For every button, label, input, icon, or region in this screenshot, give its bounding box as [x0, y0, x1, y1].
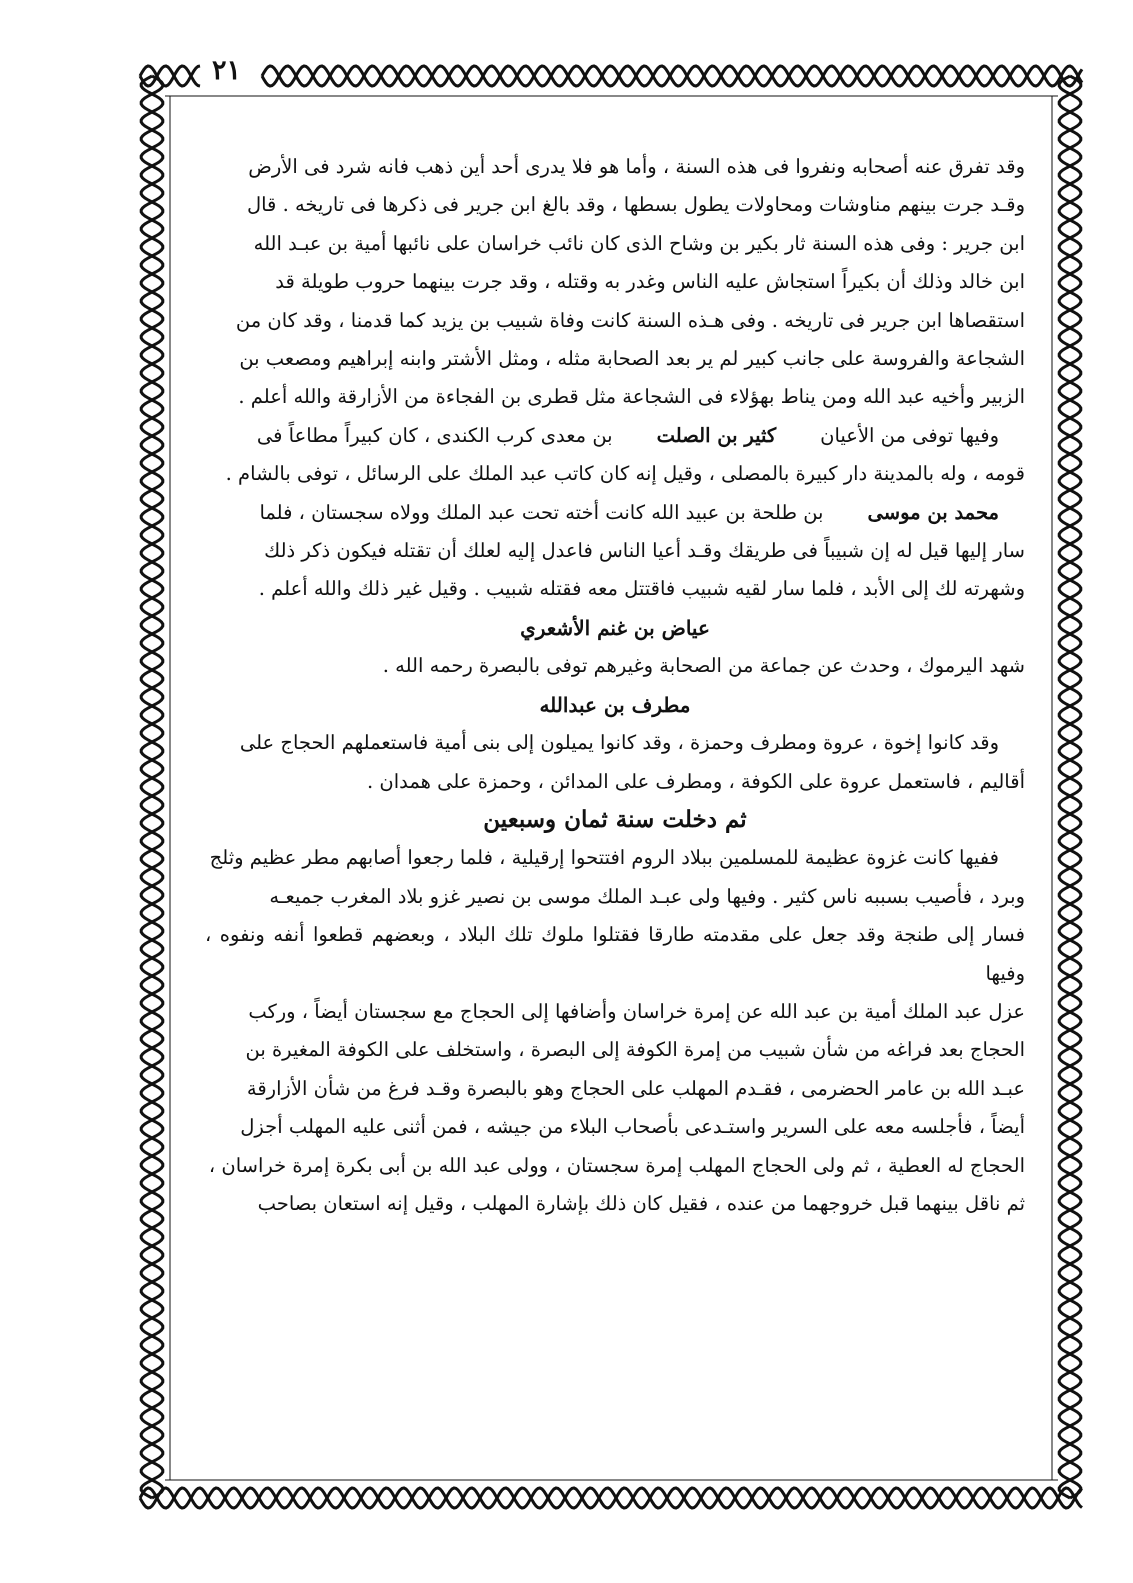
text-line: فسار إلى طنجة وقد جعل على مقدمته طارقا فقتلوا ملوك تلك البلاد ، وبعضهم قطعوا أنفه ونفوه ، وفيها	[205, 923, 1025, 985]
page-number: ٢١	[212, 55, 242, 86]
text-line: ثم ناقل بينهما قبل خروجهما من عنده ، فقيل كان ذلك بإشارة المهلب ، وقيل إنه استعان بصاحب	[257, 1191, 1025, 1215]
text-line: وشهرته لك إلى الأبد ، فلما سار لقيه شبيب فاقتتل معه فقتله شبيب . وقيل غير ذلك والله أعلم .	[258, 577, 1025, 601]
text-line: قومه ، وله بالمدينة دار كبيرة بالمصلى ، وقيل إنه كان كاتب عبد الملك على الرسائل ، توفى بالشام .	[225, 462, 1025, 486]
paragraph	[205, 839, 1025, 1223]
text-line: عزل عبد الملك أمية بن عبد الله عن إمرة خراسان وأضافها إلى الحجاج مع سجستان أيضاً ، وركب	[248, 999, 1025, 1023]
entry-suffix: بن معدى كرب الكندى ، كان كبيراً مطاعاً فى	[256, 423, 613, 447]
text-line: وقـد جرت بينهم مناوشات ومحاولات يطول بسطها ، وقد بالغ ابن جرير فى ذكرها فى تاريخه . قال	[246, 193, 1025, 217]
paragraph	[205, 148, 1025, 417]
year-heading: ثم دخلت سنة ثمان وسبعين	[483, 805, 747, 833]
text-line: الزبير وأخيه عبد الله ومن يناط بهؤلاء فى الشجاعة مثل قطرى بن الفجاءة من الأزارقة والله أعلم .	[238, 385, 1025, 409]
person-name: كثير بن الصلت	[656, 423, 777, 447]
entry-prefix: وفيها توفى من الأعيان	[820, 423, 999, 447]
text-line: استقصاها ابن جرير فى تاريخه . وفى هـذه السنة كانت وفاة شبيب بن يزيد كما قدمنا ، وقد كان من	[235, 308, 1025, 332]
text-line: وقد كانوا إخوة ، عروة ومطرف وحمزة ، وقد كانوا يميلون إلى بنى أمية فاستعملهم الحجاج على	[239, 731, 999, 755]
text-line: وقد تفرق عنه أصحابه ونفروا فى هذه السنة ، وأما هو فلا يدرى أحد أين ذهب فانه شرد فى الأرض	[248, 155, 1025, 178]
text-line: عبـد الله بن عامر الحضرمى ، فقـدم المهلب على الحجاج وهو بالبصرة وقـد فرغ من شأن الأزارقة	[246, 1076, 1025, 1100]
text-line: الشجاعة والفروسة على جانب كبير لم ير بعد الصحابة مثله ، ومثل الأشتر وابنه إبراهيم ومصعب بن	[239, 347, 1025, 371]
text-line: الحجاج له العطية ، ثم ولى الحجاج المهلب إمرة سجستان ، وولى عبد الله بن أبى بكرة إمرة خراسان ،	[208, 1153, 1025, 1177]
text-line: سار إليها قيل له إن شبيباً فى طريقك وقـد أعيا الناس فاعدل إليه لعلك أن تقتله فيكون ذكر ذلك	[264, 539, 1025, 563]
person-name: محمد بن موسى	[867, 500, 999, 524]
entry-first-line	[205, 494, 1025, 532]
text-line: ابن خالد وذلك أن بكيراً استجاش عليه الناس وغدر به وقتله ، وقد جرت بينهما حروب طويلة قد	[275, 270, 1025, 294]
text-line: شهد اليرموك ، وحدث عن جماعة من الصحابة وغيرهم توفى بالبصرة رحمه الله .	[382, 654, 1025, 678]
text-line: ابن جرير : وفى هذه السنة ثار بكير بن وشاح الذى كان نائب خراسان على نائبها أمية بن عبـد الله	[253, 231, 1025, 255]
obituary-entry	[205, 494, 1025, 609]
paragraph	[205, 647, 1025, 685]
entry-suffix: بن طلحة بن عبيد الله كانت أخته تحت عبد الملك وولاه سجستان ، فلما	[259, 500, 824, 524]
text-line: ففيها كانت غزوة عظيمة للمسلمين ببلاد الروم افتتحوا إرقيلية ، فلما رجعوا أصابهم مطر عظيم وثلج	[209, 846, 999, 870]
text-line: الحجاج بعد فراغه من شأن شبيب من إمرة الكوفة إلى البصرة ، واستخلف على الكوفة المغيرة بن	[245, 1038, 1025, 1062]
obituary-entry	[205, 417, 1025, 494]
section-heading: عياض بن غنم الأشعري	[520, 615, 710, 640]
text-line: وبرد ، فأصيب بسببه ناس كثير . وفيها ولى عبـد الملك موسى بن نصير غزو بلاد المغرب جميعـه	[269, 884, 1025, 908]
entry-first-line	[205, 417, 1025, 455]
paragraph	[205, 724, 1025, 801]
page-body	[205, 148, 1025, 1223]
text-line: أيضاً ، فأجلسه معه على السرير واستـدعى بأصحاب البلاء من جيشه ، فمن أثنى عليه المهلب أجزل	[240, 1115, 1025, 1139]
section-heading: مطرف بن عبدالله	[539, 692, 691, 717]
text-line: أقاليم ، فاستعمل عروة على الكوفة ، ومطرف على المدائن ، وحمزة على همدان .	[367, 769, 1025, 793]
